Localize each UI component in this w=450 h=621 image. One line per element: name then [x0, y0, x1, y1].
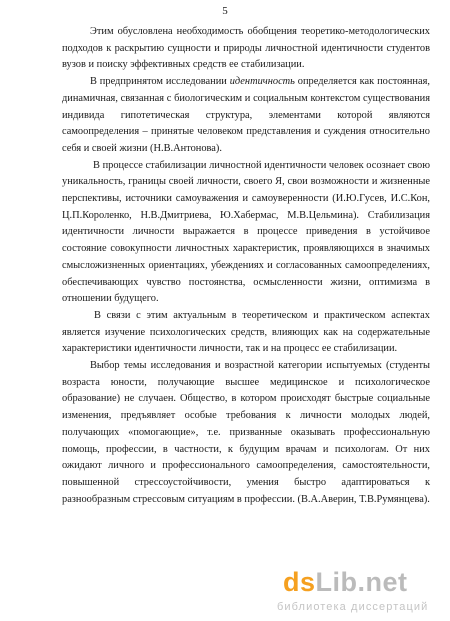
paragraph-2 — [62, 74, 430, 158]
emphasized-term: идентичность — [229, 76, 295, 88]
paragraph-4: В связи с этим актуальным в теоретическом и практическом аспектах является изучение психологических средств, влияющих как на содержательные характеристики идентичности личности, так и на процесс ее стабилизации. — [62, 309, 430, 355]
logo-ds: ds — [283, 567, 316, 597]
dslib-logo — [283, 567, 408, 598]
logo-lib: Lib — [315, 567, 358, 597]
dslib-watermark — [277, 567, 449, 621]
paragraph-5: Выбор темы исследования и возрастной категории испытуемых (студенты возраста юности, получающие высшее медицинское и психологическое образование) не случаен. Общество, в котором происходят быстрые социальные изменения, предъявляет особые требования к личности молодых людей, получающих «помогающие», т.е. призванные оказывать профессиональную помощь, профессии, в частности, к будущим врачам и психологам. От них ожидают личного и профессионального самоопределения, самостоятельности, повышенной стрессоустойчивости, умения быстро адаптироваться к разнообразным стрессовым ситуациям в профессии. (В.А.Аверин, Т.В.Румянцева). — [62, 360, 430, 505]
paragraph-1: Этим обусловлена необходимость обобщения теоретико-методологических подходов к раскрытию сущности и природы личностной идентичности студентов вузов и поиску эффективных средств ее стабилизации. — [62, 26, 430, 71]
paragraph-2-start: В предпринятом исследовании — [90, 76, 230, 88]
document-body — [62, 24, 430, 508]
paragraph-3: В процессе стабилизации личностной идентичности человек осознает свою уникальность, границы своей личности, своего Я, свои возможности и жизненные перспективы, источники самоуважения и самоуверенности (И.Ю.Гусев, И.С.Кон, Ц.П.Короленко, Н.В.Дмитриева, Ю.Хабермас, М.В.Цельмина). Стабилизация идентичности личности выражается в процессе приведения в устойчивое состояние совокупности личностных характеристик, проявляющихся в значимых смысложизненных ориентациях, убеждениях и согласованных самоопределениях, обеспечивающих чувство постоянства, осмысленности жизни, оптимизма в отношении будущего. — [62, 159, 430, 305]
paragraph-2-end: определяется как постоянная, динамичная, связанная с биологическим и социальным контекстом существования индивида гипотетическая структура, элементами которой являются самоопределения – принятые человеком представления и суждения относительно себя и своей жизни (Н.В.Антонова). — [62, 76, 430, 154]
page-number: 5 — [222, 5, 228, 17]
watermark-subtitle: библиотека диссертаций — [277, 601, 429, 613]
logo-net: .net — [357, 567, 408, 597]
